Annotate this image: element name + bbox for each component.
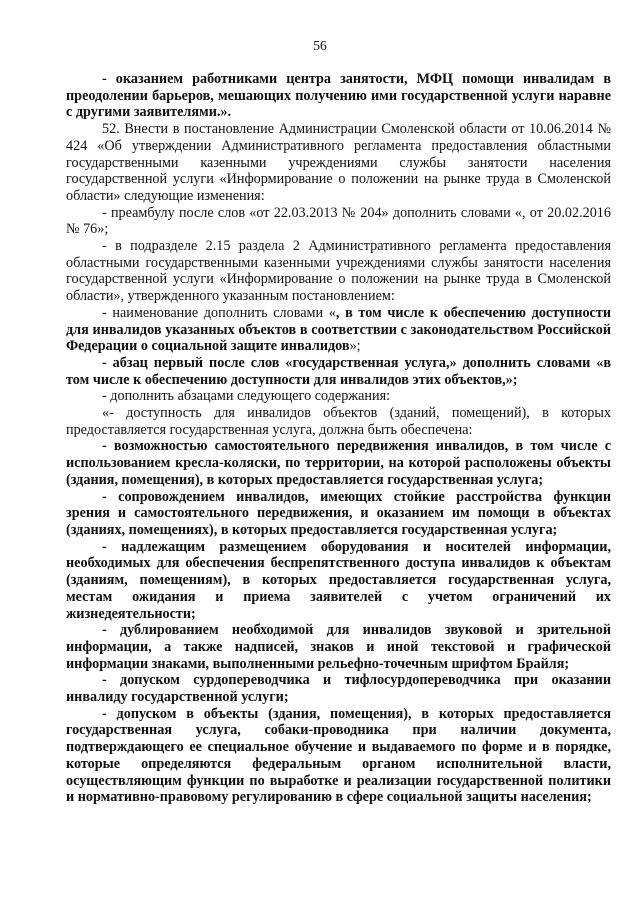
- paragraph-5: [66, 305, 611, 355]
- paragraph-7: - дополнить абзацами следующего содержания:: [102, 388, 391, 405]
- paragraph-9: - возможностью самостоятельного передвижения инвалидов, в том числе с использованием кресла-коляски, по территории, на которой расположены объекты (здания, помещения), в которых предоставляется государственная услуга;: [66, 438, 611, 488]
- paragraph-14: - допуском в объекты (здания, помещения), в которых предоставляется государственная услуга, собаки-проводника при наличии документа, подтверждающего ее специальное обучение и выдаваемого по форме и в порядке, которые определяются федеральным органом исполнительной власти, осуществляющим функции по выработке и реализации государственной политики и нормативно-правовому регулированию в сфере социальной защиты населения;: [66, 705, 611, 806]
- paragraph-8: «- доступность для инвалидов объектов (зданий, помещений), в которых предоставляется государственная услуга, должна быть обеспечена:: [66, 405, 611, 438]
- paragraph-3: - преамбулу после слов «от 22.03.2013 № 204» дополнить словами «, от 20.02.2016 № 76»;: [66, 204, 611, 238]
- paragraph-6: - абзац первый после слов «государственная услуга,» дополнить словами «в том числе к обеспечению доступности для инвалидов этих объектов,»;: [66, 354, 611, 388]
- paragraph-10: - сопровождением инвалидов, имеющих стойкие расстройства функции зрения и самостоятельного передвижения, и оказанием им помощи в объектах (зданиях, помещениях), в которых предоставляется государственная услуга;: [66, 488, 611, 538]
- page-number: 56: [313, 38, 327, 53]
- document-body: [66, 71, 611, 806]
- paragraph-13: - допуском сурдопереводчика и тифлосурдопереводчика при оказании инвалиду государственной услуги;: [66, 672, 611, 706]
- paragraph-4: - в подразделе 2.15 раздела 2 Административного регламента предоставления областными государственными казенными учреждениями службы занятости населения государственной услуги «Информирование о положении на рынке труда в Смоленской области», утвержденного указанным постановлением:: [66, 238, 611, 305]
- paragraph-12: - дублированием необходимой для инвалидов звуковой и зрительной информации, а также надписей, знаков и иной текстовой и графической информации знаками, выполненными рельефно-точечным шрифтом Брайля;: [66, 622, 611, 672]
- paragraph-2: 52. Внести в постановление Администрации Смоленской области от 10.06.2014 № 424 «Об утверждении Административного регламента предоставления областными государственными казенными учреждениями службы занятости населения государственной услуги «Информирование о положении на рынке труда в Смоленской области» следующие изменения:: [66, 121, 611, 204]
- paragraph-5-lead: - наименование дополнить словами «: [102, 304, 336, 321]
- paragraph-5-bold-insert: , в том числе к обеспечению доступности для инвалидов указанных объектов в соответствии с законодательством Российской Федерации о социальной защите инвалидов: [66, 304, 611, 355]
- paragraph-5-tail: »;: [349, 338, 361, 355]
- paragraph-11: - надлежащим размещением оборудования и носителей информации, необходимых для обеспечения беспрепятственного доступа инвалидов к объектам (зданиям, помещениям), в которых предоставляется государственная услуга, местам ожидания и приема заявителей с учетом ограничений их жизнедеятельности;: [66, 538, 611, 622]
- paragraph-1: - оказанием работниками центра занятости, МФЦ помощи инвалидам в преодолении барьеров, мешающих получению ими государственной услуги наравне с другими заявителями.».: [66, 71, 611, 121]
